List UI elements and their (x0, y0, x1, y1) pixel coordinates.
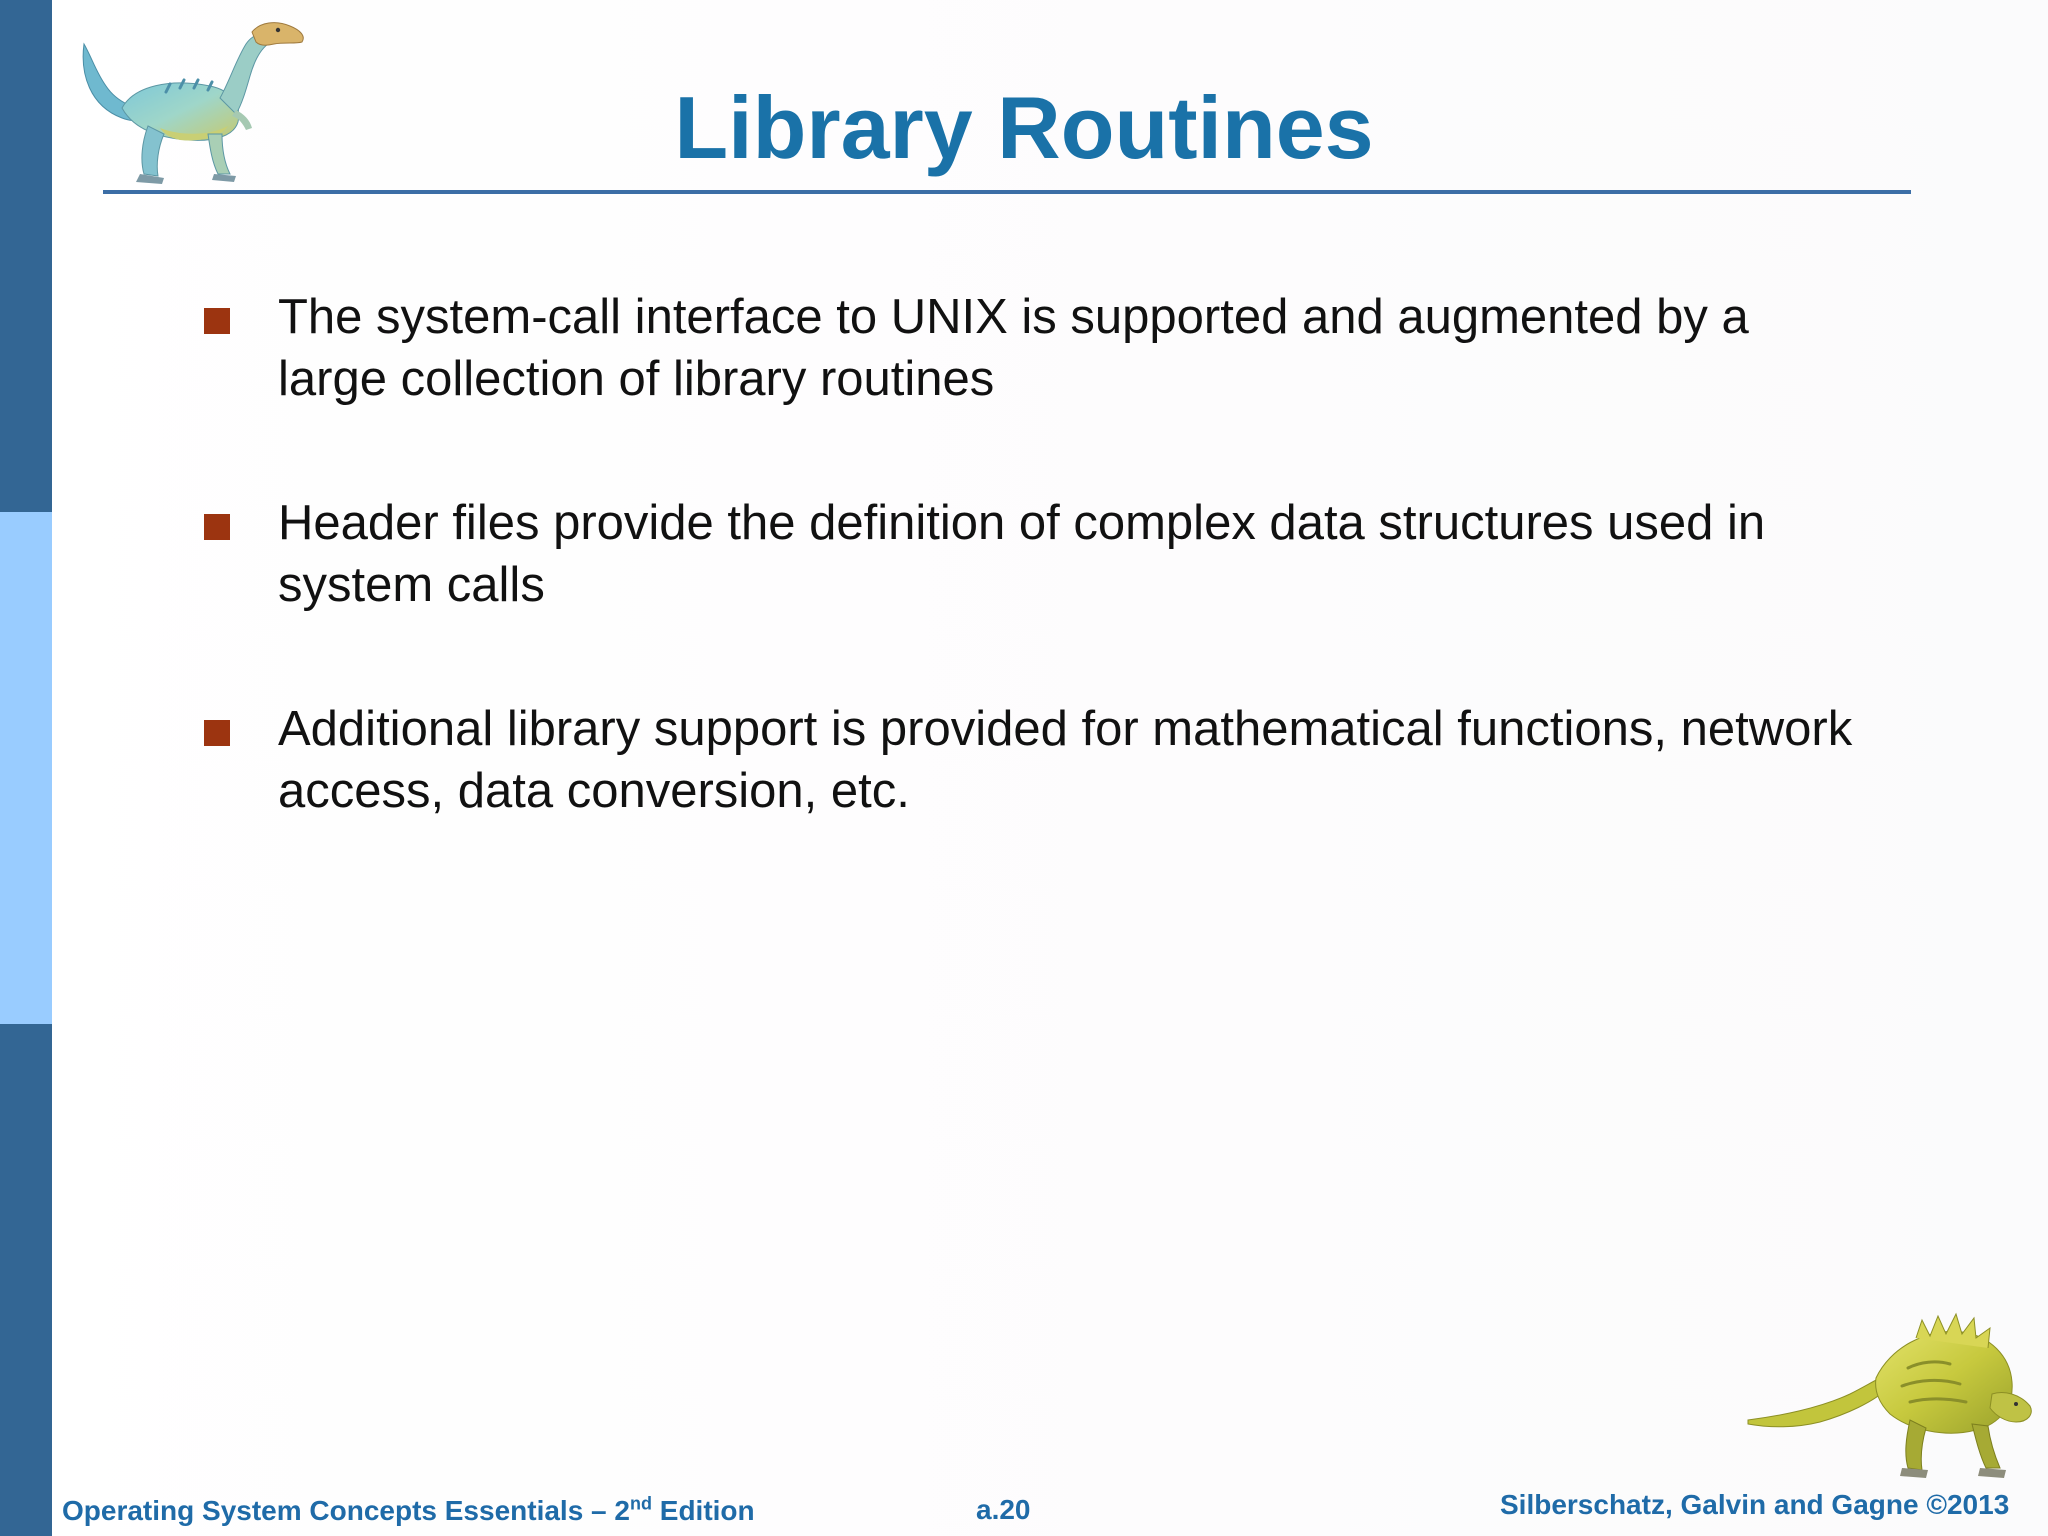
page-number: a.20 (976, 1494, 1031, 1525)
left-bar-middle-segment (0, 512, 52, 1024)
footer-edition-suffix: nd (629, 1493, 652, 1514)
bullet-item (204, 698, 1864, 822)
footer-book-title-text: Operating System Concepts Essentials – 2 (62, 1495, 630, 1526)
bullet-text: Additional library support is provided for mathematical functions, network access, data conversion, etc. (278, 702, 1853, 818)
bullet-item (204, 492, 1864, 616)
footer-book-title (62, 1494, 755, 1528)
bullet-text: Header files provide the definition of complex data structures used in system calls (278, 496, 1766, 612)
left-bar-bottom-segment (0, 1024, 52, 1536)
square-bullet-icon (204, 308, 230, 334)
footer-edition-word: Edition (651, 1495, 755, 1526)
left-accent-bar (0, 0, 52, 1536)
footer-authors: Silberschatz, Galvin and Gagne ©2013 (1500, 1489, 2010, 1520)
dinosaur-corner-icon (1740, 1298, 2040, 1488)
square-bullet-icon (204, 720, 230, 746)
left-bar-top-segment (0, 0, 52, 512)
slide-title: Library Routines (674, 78, 1374, 177)
square-bullet-icon (204, 514, 230, 540)
title-divider (103, 190, 1911, 194)
bullet-text: The system-call interface to UNIX is supported and augmented by a large collection of library routines (278, 290, 1749, 406)
bullet-list (204, 286, 1864, 904)
bullet-item (204, 286, 1864, 410)
